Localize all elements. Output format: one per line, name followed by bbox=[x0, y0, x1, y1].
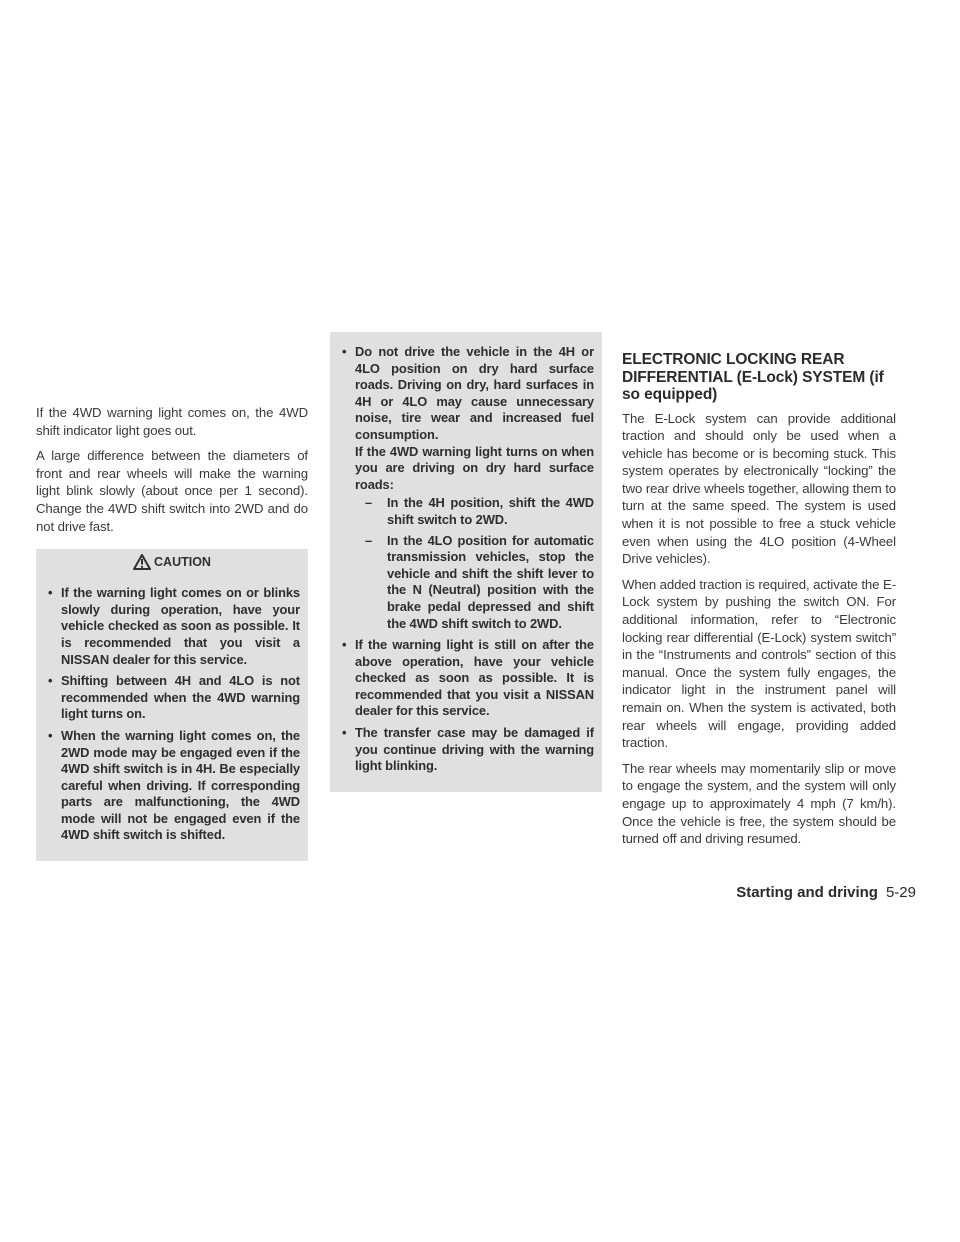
caution-header bbox=[36, 549, 308, 575]
caution-item: • When the warning light comes on, the 2WD mode may be engaged even if the 4WD shift switch is in 4H. Be especially careful when driving. If corresponding parts are malfunctioning, the 4WD mode will not be engaged even if the 4WD shift switch is shifted. bbox=[48, 728, 300, 844]
caution-item: • If the warning light comes on or blinks slowly during operation, have your vehicle checked as soon as possible. It is recommended that you visit a NISSAN dealer for this service. bbox=[48, 585, 300, 668]
caution-item: • If the warning light is still on after the above operation, have your vehicle checked as soon as possible. It is recommended that you visit a NISSAN dealer for this service. bbox=[342, 637, 594, 720]
left-column bbox=[36, 404, 308, 861]
paragraph-elock-intro: The E-Lock system can provide additional traction and should only be used when a vehicle has become or is becoming stuck. This system operates by electronically “locking” the two rear drive wheels together, allowing them to turn at the same speed. The system is used when it is not possible to free a stuck vehicle even when using the 4LO position (4-Wheel Drive vehicles). bbox=[622, 410, 896, 567]
page-number: 5-29 bbox=[885, 884, 916, 901]
chapter-title: Starting and driving bbox=[736, 884, 878, 901]
dash-item: – In the 4LO position for automatic transmission vehicles, stop the vehicle and shift the shift lever to the N (Neutral) position with the brake pedal depressed and shift the 4WD shift switch to 2WD. bbox=[361, 533, 594, 633]
caution-list-continued bbox=[330, 344, 602, 775]
warning-triangle-icon bbox=[133, 554, 151, 570]
caution-box bbox=[36, 549, 308, 861]
caution-list bbox=[36, 585, 308, 844]
section-title-elock: ELECTRONIC LOCKING REAR DIFFERENTIAL (E-Lock) SYSTEM (if so equipped) bbox=[622, 351, 884, 403]
paragraph-elock-activate: When added traction is required, activate the E-Lock system by pushing the switch ON. For additional information, refer to “Electronic locking rear differential (E-Lock) system switch” in the “Instruments and controls” section of this manual. Once the system fully engages, the indicator light in the instrument panel will remain on. When the system is activated, both rear wheels will engage, providing added traction. bbox=[622, 576, 896, 751]
caution-item: • The transfer case may be damaged if you continue driving with the warning light blinking. bbox=[342, 725, 594, 775]
caution-item-subtext: If the 4WD warning light turns on when you are driving on dry hard surface roads: bbox=[355, 443, 594, 492]
dash-item: – In the 4H position, shift the 4WD shift switch to 2WD. bbox=[361, 495, 594, 528]
paragraph-warning-light: If the 4WD warning light comes on, the 4WD shift indicator light goes out. bbox=[36, 405, 308, 438]
caution-dash-list bbox=[355, 495, 594, 632]
caution-title: CAUTION bbox=[154, 555, 211, 570]
caution-box-continued bbox=[330, 332, 602, 792]
page-footer bbox=[736, 884, 916, 901]
middle-column bbox=[330, 332, 602, 792]
caution-item-text: Do not drive the vehicle in the 4H or 4LO position on dry hard surface roads. Driving on dry, hard surfaces in 4H or 4LO may cause unnecessary noise, tire wear and increased fuel consumption. bbox=[355, 344, 594, 442]
right-column bbox=[622, 351, 896, 856]
paragraph-elock-slip: The rear wheels may momentarily slip or move to engage the system, and the system will only engage up to approximately 4 mph (7 km/h). Once the vehicle is free, the system should be turned off and driving resumed. bbox=[622, 760, 896, 847]
paragraph-wheel-diameter: A large difference between the diameters of front and rear wheels will make the warning light blink slowly (about once per 1 second). Change the 4WD shift switch into 2WD and do not drive fast. bbox=[36, 448, 308, 534]
caution-item: • Shifting between 4H and 4LO is not recommended when the 4WD warning light turns on. bbox=[48, 673, 300, 723]
caution-item bbox=[342, 344, 594, 632]
